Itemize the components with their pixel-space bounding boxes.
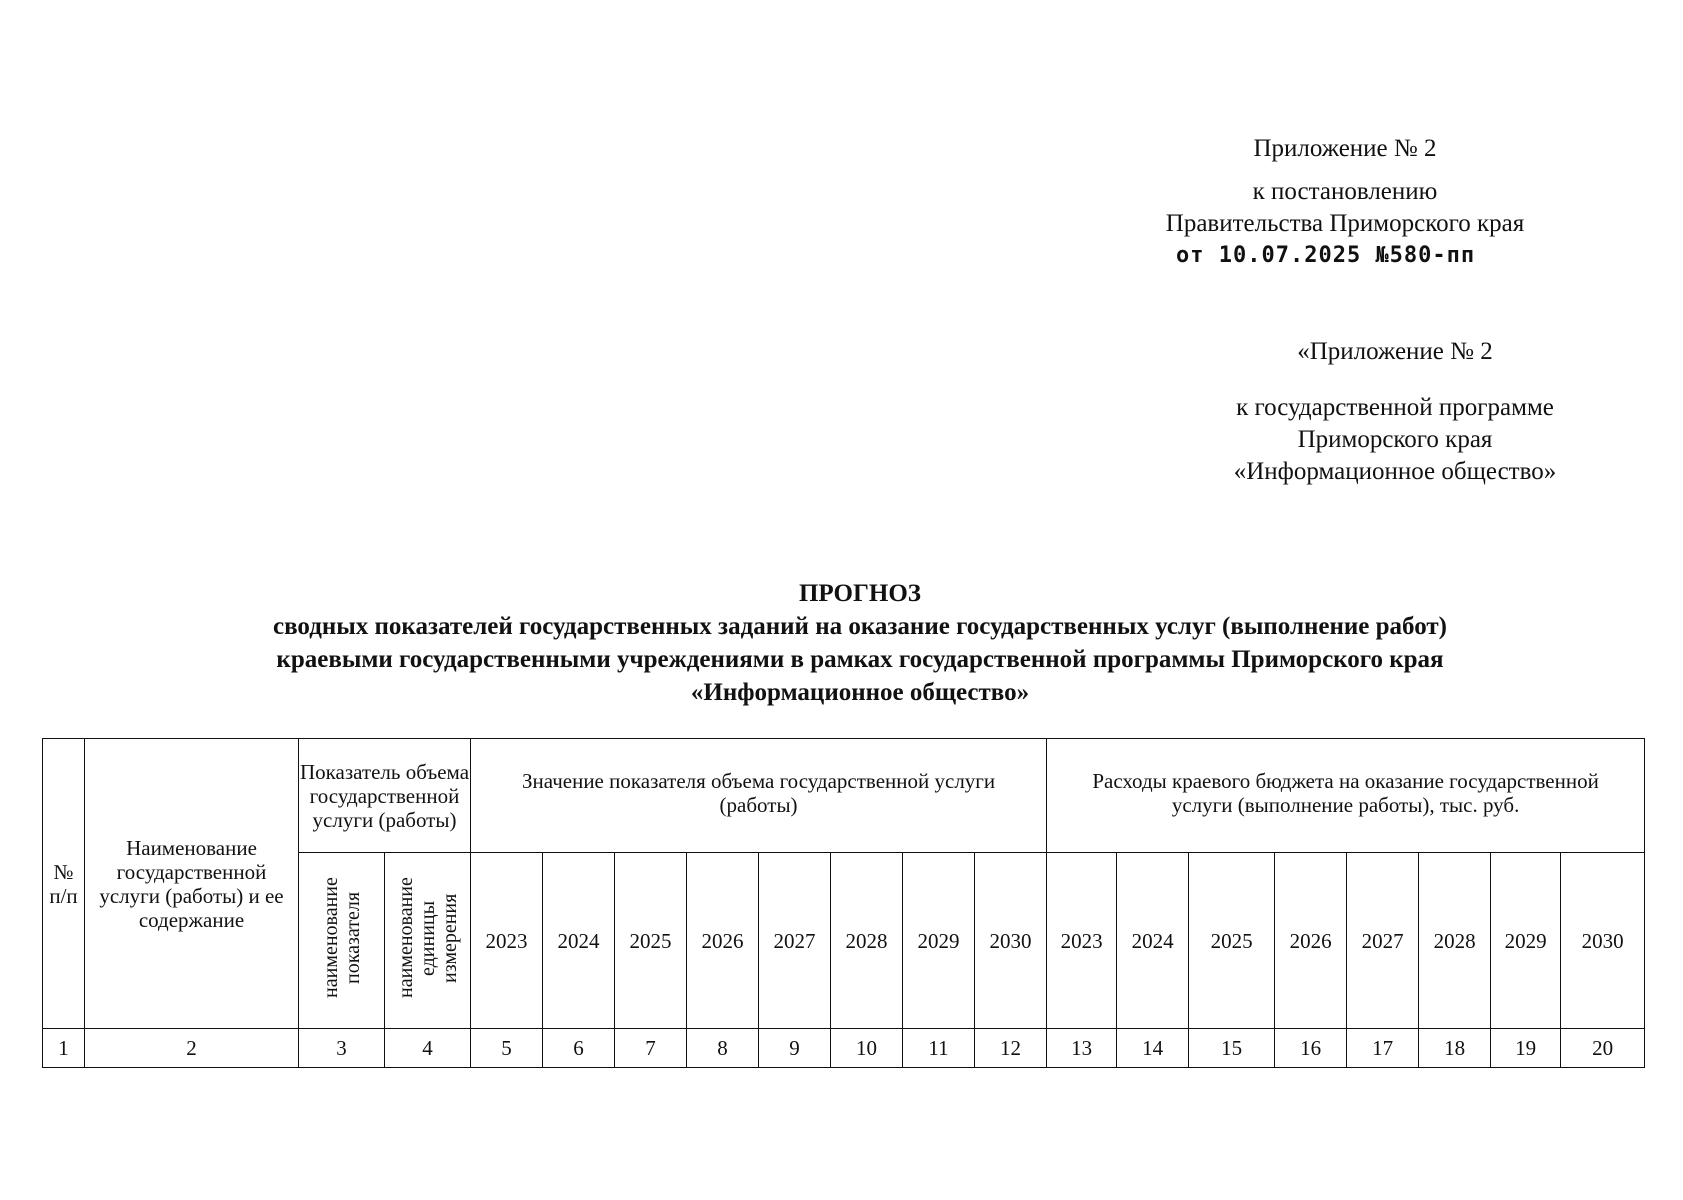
column-number-cell: 5 [471, 1029, 543, 1068]
subheader-indicator-name [299, 853, 385, 1029]
column-number-cell: 20 [1561, 1029, 1645, 1068]
column-number-cell: 9 [759, 1029, 831, 1068]
title-line-4: «Информационное общество» [690, 679, 1030, 706]
program-appendix-number: «Приложение № 2 [1297, 338, 1493, 365]
title-line-3: краевыми государственными учреждениями в рамках государственной программы Приморского края [276, 646, 1444, 673]
expense-year-header: 2023 [1047, 853, 1117, 1029]
column-number-cell: 1 [43, 1029, 85, 1068]
header-expenses-group: Расходы краевого бюджета на оказание государственной услуги (выполнение работы), тыс. руб. [1047, 739, 1645, 853]
value-year-header: 2028 [831, 853, 903, 1029]
appendix-number: Приложение № 2 [1253, 135, 1437, 162]
forecast-table [42, 738, 1645, 1068]
column-number-cell: 3 [299, 1029, 385, 1068]
appendix-resolution: к постановлению [1252, 178, 1438, 205]
expense-year-header: 2025 [1189, 853, 1275, 1029]
column-number-cell: 13 [1047, 1029, 1117, 1068]
header-number: № п/п [43, 739, 85, 1029]
column-number-cell: 6 [543, 1029, 615, 1068]
program-appendix-line-2: к государственной программе [1236, 394, 1554, 421]
column-number-cell: 15 [1189, 1029, 1275, 1068]
program-appendix-line-4: «Информационное общество» [1233, 458, 1557, 485]
subheader-indicator-name-text: наименование показателя [319, 877, 364, 999]
column-number-cell: 11 [903, 1029, 975, 1068]
column-number-cell: 8 [687, 1029, 759, 1068]
title-heading: ПРОГНОЗ [798, 580, 921, 607]
value-year-header: 2025 [615, 853, 687, 1029]
registration-stamp: от 10.07.2025 №580-пп [1176, 243, 1476, 268]
value-year-header: 2030 [975, 853, 1047, 1029]
subheader-unit-name [385, 853, 471, 1029]
column-number-cell: 18 [1419, 1029, 1491, 1068]
header-service-name: Наименование государственной услуги (работы) и ее содержание [85, 739, 299, 1029]
expense-year-header: 2024 [1117, 853, 1189, 1029]
column-number-row [43, 1029, 1645, 1068]
table-header-row [43, 739, 1645, 853]
column-number-cell: 14 [1117, 1029, 1189, 1068]
column-number-cell: 17 [1347, 1029, 1419, 1068]
program-appendix-header [1160, 336, 1630, 488]
expense-year-header: 2026 [1275, 853, 1347, 1029]
expense-year-header: 2028 [1419, 853, 1491, 1029]
value-year-header: 2024 [543, 853, 615, 1029]
expense-year-header: 2029 [1491, 853, 1561, 1029]
header-values-group: Значение показателя объема государственной услуги (работы) [471, 739, 1047, 853]
header-indicator-group: Показатель объема государственной услуги (работы) [299, 739, 471, 853]
value-year-header: 2026 [687, 853, 759, 1029]
appendix-government: Правительства Приморского края [1165, 210, 1525, 237]
program-appendix-line-3: Приморского края [1297, 426, 1493, 453]
column-number-cell: 4 [385, 1029, 471, 1068]
column-number-cell: 16 [1275, 1029, 1347, 1068]
column-number-cell: 12 [975, 1029, 1047, 1068]
column-number-cell: 19 [1491, 1029, 1561, 1068]
column-number-cell: 7 [615, 1029, 687, 1068]
column-number-cell: 2 [85, 1029, 299, 1068]
value-year-header: 2027 [759, 853, 831, 1029]
appendix-header [1110, 133, 1580, 272]
column-number-cell: 10 [831, 1029, 903, 1068]
subheader-unit-name-text: наименование единицы измерения [394, 877, 461, 999]
title-line-2: сводных показателей государственных заданий на оказание государственных услуг (выполнение работ) [273, 613, 1447, 640]
value-year-header: 2029 [903, 853, 975, 1029]
document-title [120, 577, 1600, 709]
expense-year-header: 2030 [1561, 853, 1645, 1029]
expense-year-header: 2027 [1347, 853, 1419, 1029]
value-year-header: 2023 [471, 853, 543, 1029]
